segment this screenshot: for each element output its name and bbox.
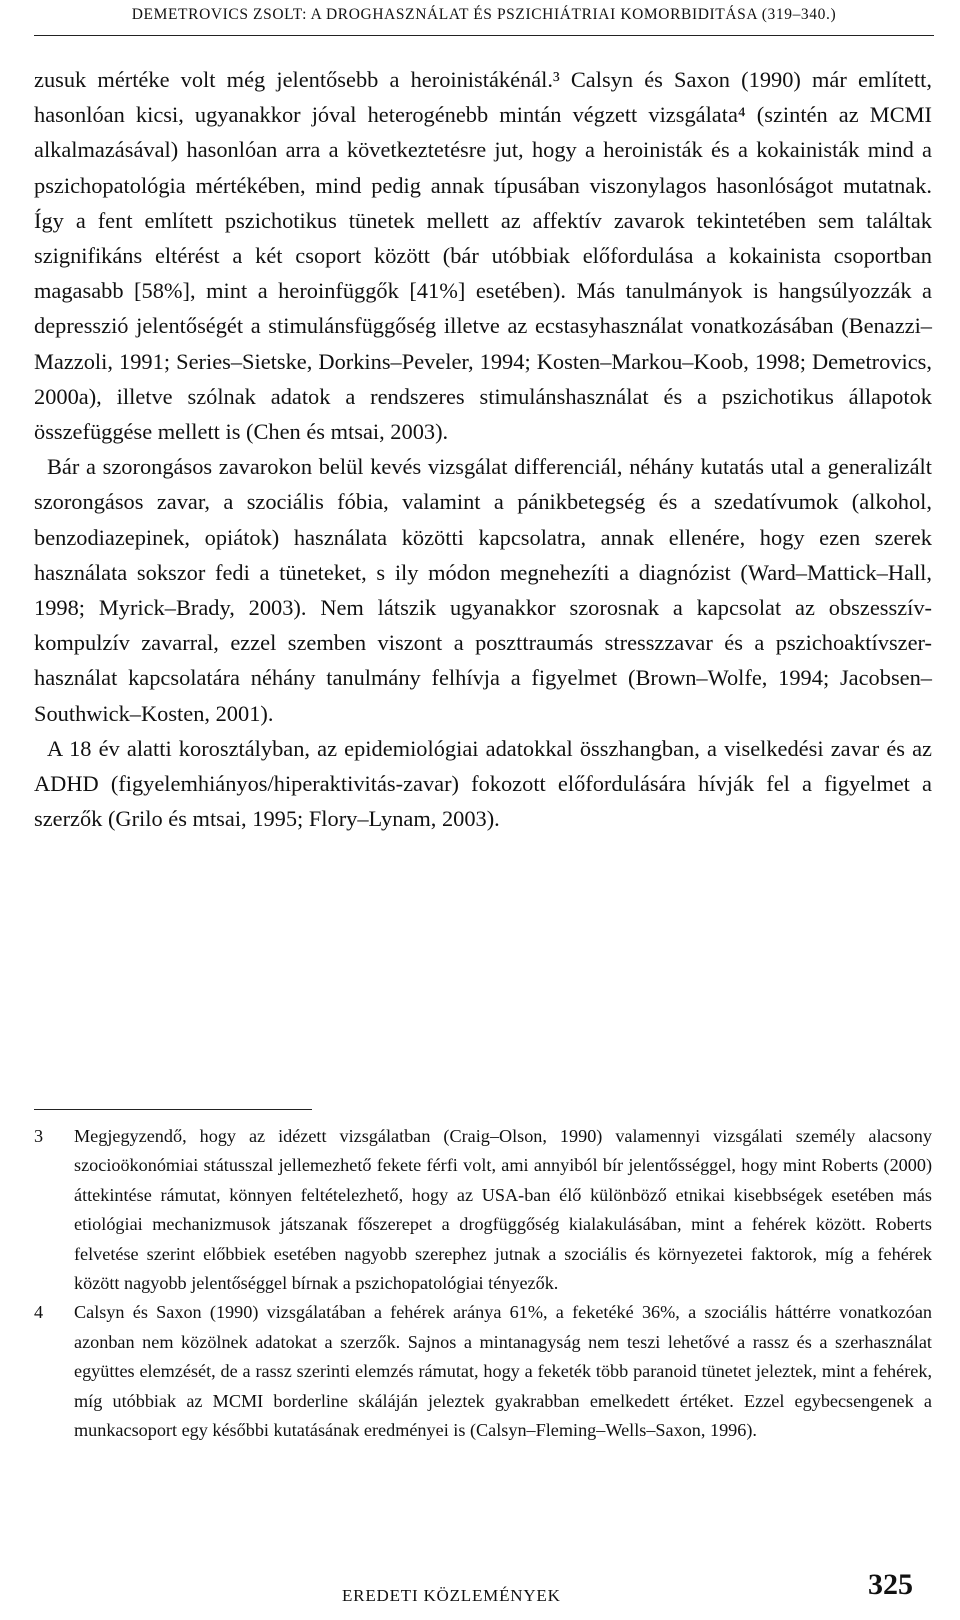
body-paragraph: zusuk mértéke volt még jelentősebb a heroinistákénál.³ Calsyn és Saxon (1990) már említett, hasonlóan kicsi, ugyanakkor jóval heterogénebb mintán végzett vizsgálata⁴ (szintén az MCMI alkalmazásával) hasonlóan arra a következtetésre jut, hogy a heroinisták és a kokainisták mind a pszichopatológia mértékében, mind pedig annak típusában viszonylagos hasonlóságot mutatnak. Így a fent említett pszichotikus tünetek mellett az affektív zavarok tekintetében sem találtak szignifikáns eltérést a két csoport között (bár utóbbiak előfordulása a kokainista csoportban magasabb [58%], mint a heroinfüggők [41%] esetében). Más tanulmányok is hangsúlyozzák a depresszió jelentőségét a stimulánsfüggőség illetve az ecstasyhasználat vonatkozásában (Benazzi–Mazzoli, 1991; Series–Sietske, Dorkins–Peveler, 1994; Kosten–Markou–Koob, 1998; Demetrovics, 2000a), illetve szólnak adatok a rendszeres stimulánshasználat és a pszichotikus állapotok összefüggése mellett is (Chen és mtsai, 2003). — [34, 67, 932, 445]
article-body — [34, 62, 932, 836]
running-header: DEMETROVICS ZSOLT: A DROGHASZNÁLAT ÉS PSZICHIÁTRIAI KOMORBIDITÁSA (319–340.) — [131, 6, 837, 23]
footnote — [34, 1298, 932, 1445]
body-paragraph: A 18 év alatti korosztályban, az epidemiológiai adatokkal összhangban, a viselkedési zavar és az ADHD (figyelemhiányos/hiperaktivitás-zavar) fokozott előfordulására hívják fel a figyelmet a szerzők (Grilo és mtsai, 1995; Flory–Lynam, 2003). — [34, 735, 932, 832]
section-label: EREDETI KÖZLEMÉNYEK — [342, 1586, 561, 1605]
body-paragraph: Bár a szorongásos zavarokon belül kevés vizsgálat differenciál, néhány kutatás utal a generalizált szorongásos zavar, a szociális fóbia, valamint a pánikbetegség és a szedatívumok (alkohol, benzodiazepinek, opiátok) használata közötti kapcsolatra, annak ellenére, hogy ezen szerek használata sokszor fedi a tüneteket, s ily módon megnehezíti a diagnózist (Ward–Mattick–Hall, 1998; Myrick–Brady, 2003). Nem látszik ugyanakkor szorosnak a kapcsolat az obszesszív-kompulzív zavarral, ezzel szemben viszont a poszttraumás stresszzavar és a pszichoaktívszer-használat kapcsolatára néhány tanulmány felhívja a figyelmet (Brown–Wolfe, 1994; Jacobsen–Southwick–Kosten, 2001). — [34, 454, 932, 726]
header-rule — [34, 35, 934, 36]
footnote-number: 3 — [34, 1126, 44, 1146]
page-number: 325 — [868, 1568, 913, 1601]
footnote-number: 4 — [34, 1302, 44, 1323]
footnote-text: Calsyn és Saxon (1990) vizsgálatában a fehérek aránya 61%, a feketéké 36%, a szociális háttérre vonatkozóan azonban nem közölnek adatokat a szerzők. Sajnos a mintanagyság nem teszi lehetővé a rassz és a szerhasználat együttes elemzését, de a rassz szerinti elemzés rámutat, hogy a feketék több paranoid tünetet jeleztek, mint a fehérek, míg utóbbiak az MCMI borderline skáláján jeleztek gyakrabban emelkedett értéket. Ezzel egybecsengenek a munkacsoport egy későbbi kutatásának eredményei is (Calsyn–Fleming–Wells–Saxon, 1996). — [74, 1302, 932, 1441]
footnote-text: Megjegyzendő, hogy az idézett vizsgálatban (Craig–Olson, 1990) valamennyi vizsgálati személy alacsony szocioökonómiai státusszal jellemezhető fekete férfi volt, ami annyiból bír jelentősséggel, hogy mint Roberts (2000) áttekintése rámutat, könnyen feltételezhető, hogy az USA-ban élő különböző etnikai kisebbségek esetében más etiológiai mechanizmusok játszanak főszerepet a drogfüggőség kialakulásában, mint a fehérek között. Roberts felvetése szerint előbbiek esetében nagyobb szerephez jutnak a szociális és környezetei faktorok, míg a fehérek között nagyobb jelentőséggel bírnak a pszichopatológiai tényezők. — [74, 1126, 932, 1294]
footnotes — [34, 1122, 932, 1445]
footnote — [34, 1122, 932, 1298]
footnote-rule — [34, 1109, 312, 1110]
